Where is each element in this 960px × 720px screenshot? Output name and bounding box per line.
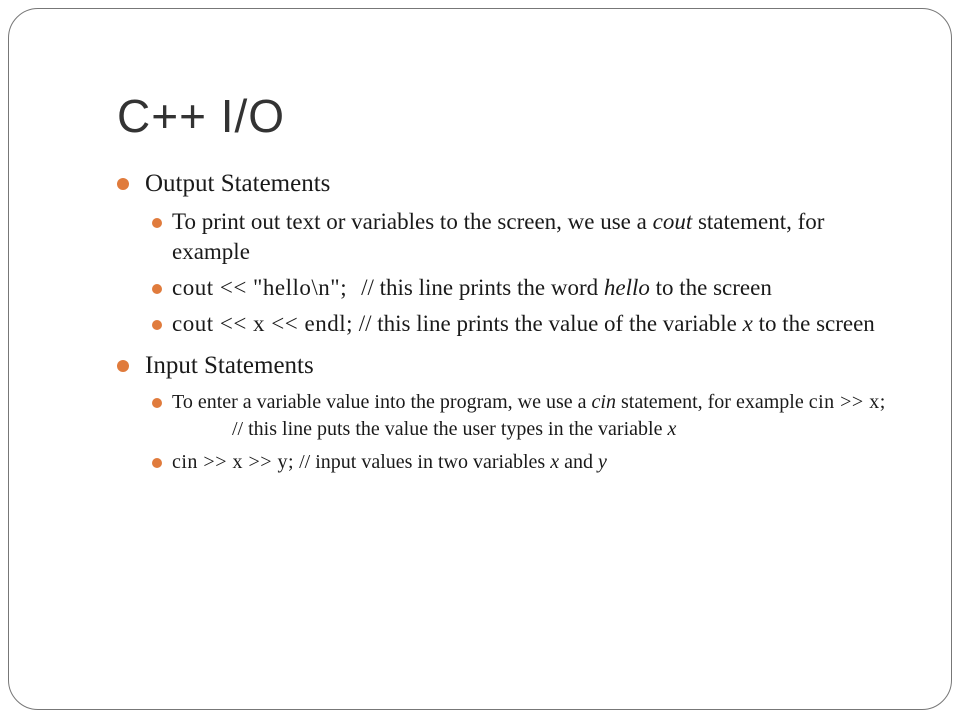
code-comment: // this line prints the value of the variable — [358, 311, 743, 336]
em-x: x — [742, 311, 753, 336]
code-snippet: cout << "hello\n"; — [172, 275, 348, 300]
bullet-output-2 — [117, 273, 907, 303]
code-snippet: cout << x << endl; — [172, 311, 353, 336]
slide-content — [117, 167, 907, 476]
em-x: x — [667, 418, 677, 440]
em-cout: cout — [652, 209, 693, 234]
code-snippet: cin >> x >> y; — [172, 451, 295, 473]
text: To enter a variable value into the program, we use a — [172, 391, 592, 413]
bullet-output-heading: Output Statements — [117, 167, 907, 201]
em-x: x — [550, 451, 560, 473]
bullet-input-1 — [117, 389, 907, 443]
em-y: y — [597, 451, 607, 473]
text: statement, for example — [615, 391, 809, 413]
code-comment: // input values in two variables — [299, 451, 551, 473]
slide-title: C++ I/O — [117, 90, 286, 142]
bullet-input-2 — [117, 449, 907, 476]
em-hello: hello — [603, 275, 650, 300]
code-comment: // this line puts the value the user types in the variable — [232, 418, 668, 440]
text: To print out text or variables to the screen, we use a — [172, 209, 653, 234]
code-comment: // this line prints the word — [361, 275, 604, 300]
slide-frame — [8, 8, 952, 710]
code-snippet: cin >> x; — [808, 391, 886, 413]
text: statement, for example — [172, 209, 825, 264]
bullet-input-heading: Input Statements — [117, 349, 907, 383]
bullet-output-1 — [117, 207, 907, 267]
text: to the screen — [752, 311, 875, 336]
text: to the screen — [649, 275, 772, 300]
bullet-output-3 — [117, 309, 907, 339]
em-cin: cin — [591, 391, 616, 413]
text: and — [559, 451, 598, 473]
